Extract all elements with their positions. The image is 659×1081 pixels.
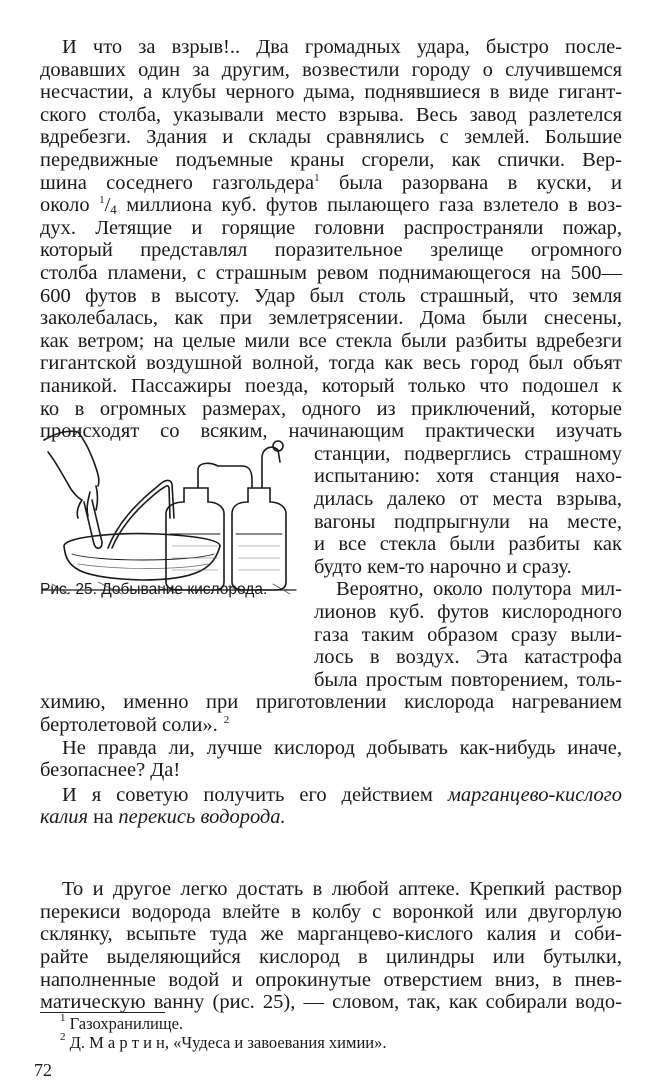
- footnote-1: [60, 1011, 184, 1034]
- footnote-text: Д. М а р т и н, «Чудеса и завоевания химии».: [69, 1032, 387, 1052]
- text-line: дух. Летящие и горящие головни распространяли пожар,: [40, 216, 622, 239]
- text-line: И что за взрыв!.. Два громадных удара, быстро после-: [62, 36, 622, 58]
- text-line: лионов куб. футов кислородного: [314, 601, 622, 623]
- text-line: была простым повторением, толь-: [314, 668, 622, 691]
- text-line: довавших один за другим, возвестили городу о случившемся: [40, 58, 622, 81]
- text-fragment: То и другое легко достать в любой аптеке. Крепкий раствор: [62, 878, 622, 901]
- text-line: станции, подверглись страшному: [314, 442, 622, 465]
- footnote-divider: [40, 1012, 165, 1013]
- text-line: вдребезги. Здания и склады сравнялись с землей. Большие: [40, 126, 622, 149]
- text-fragment: была разорвана в куски, и: [338, 171, 623, 194]
- figure-caption: Рис. 25. Добывание кислорода.: [40, 581, 268, 599]
- text-fragment-italic: перекись водорода.: [118, 806, 286, 829]
- text-line: ко в огромных размерах, одного из приключений, которые: [40, 397, 622, 420]
- text-fragment: перекиси водорода влейте в колбу с воронкой или двугорлую: [40, 900, 622, 923]
- fraction: $^1$/4: [99, 194, 117, 218]
- text-fragment: на: [93, 806, 114, 829]
- text-line: испытанию: хотя станция нахо-: [314, 465, 622, 488]
- text-line: передвижные подъемные краны сгорели, как спички. Вер-: [40, 149, 622, 171]
- text-line: дилась далеко от места взрыва,: [314, 488, 622, 510]
- text-line: который представлял поразительное зрелище огромного: [40, 239, 622, 262]
- footnote-text: Газохранилище.: [69, 1013, 184, 1033]
- text-line: газа таким образом сразу выли-: [314, 623, 622, 646]
- text-line: заколебалась, как при землетрясении. Дома были снесены,: [40, 307, 622, 330]
- footnote-mark: 2: [60, 1030, 66, 1043]
- text-fragment-italic: калия: [40, 806, 89, 829]
- text-line: лось в воздух. Эта катастрофа: [314, 646, 622, 669]
- text-fragment: наполненные водой и опрокинутые отверстием вниз, в пнев-: [40, 968, 622, 991]
- text-fragment: бертолетовой соли».: [40, 714, 218, 736]
- text-line: Не правда ли, лучше кислород добывать как-нибудь иначе,: [62, 736, 622, 759]
- text-fragment: шина соседнего газгольдера: [40, 171, 315, 194]
- footnote-2: [60, 1030, 387, 1053]
- text-line: [62, 878, 622, 900]
- footnote-ref: 1: [314, 171, 320, 184]
- text-line: [40, 991, 622, 1013]
- text-fragment: миллиона куб. футов пылающего газа взлетело в воз-: [126, 194, 623, 217]
- footnote-ref: 2: [223, 714, 230, 726]
- text-line: химию, именно при приготовлении кислорода нагреванием: [40, 691, 622, 714]
- text-line: вагоны подпрыгнули на месте,: [314, 510, 622, 533]
- text-line: Вероятно, около полутора мил-: [336, 578, 622, 601]
- page-number: 72: [34, 1059, 52, 1080]
- text-line: [40, 946, 622, 968]
- footnote-mark: 1: [60, 1011, 66, 1024]
- fraction-denominator: 4: [110, 202, 117, 218]
- text-fragment: около: [40, 194, 90, 217]
- text-line: будто кем-то нарочно и сразу.: [314, 555, 572, 578]
- text-fragment: И я советую получить его действием: [62, 783, 433, 806]
- text-line: безопаснее? Да!: [40, 759, 181, 782]
- text-line: паникой. Пассажиры поезда, который только что подошел к: [40, 375, 622, 397]
- text-line: происходят со всяким, начинающим практически изучать: [40, 420, 622, 443]
- fraction-numerator: 1: [99, 194, 105, 207]
- text-line: столба пламени, с страшным ревом поднимающегося на 500—: [40, 262, 622, 284]
- text-line: и все стекла были разбиты как: [314, 533, 622, 556]
- text-fragment: склянку, всыпьте туда же марганцево-кислого калия и соби-: [40, 923, 622, 946]
- text-fragment: матическую ванну (рис. 25), — словом, так, как собирали водо-: [40, 991, 622, 1014]
- text-line: ского столба, указывали место взрыва. Весь завод разлетелся: [40, 103, 622, 126]
- text-line: несчастии, а клубы черного дыма, поднявшиеся в виде гигант-: [40, 81, 622, 104]
- text-fragment-italic: марганцево-кислого: [447, 783, 623, 806]
- text-line: 600 футов в высоту. Удар был столь страшный, что земля: [40, 284, 622, 307]
- text-line: [40, 901, 622, 923]
- text-fragment: райте выделяющийся кислород в цилиндры или бутылки,: [40, 946, 622, 968]
- text-line: [40, 969, 622, 991]
- text-line: гигантской воздушной волной, тогда как весь город был объят: [40, 352, 622, 375]
- text-line: как ветром; на целые мили все стекла были разбиты вдребезги: [40, 329, 622, 352]
- text-line: [40, 923, 622, 945]
